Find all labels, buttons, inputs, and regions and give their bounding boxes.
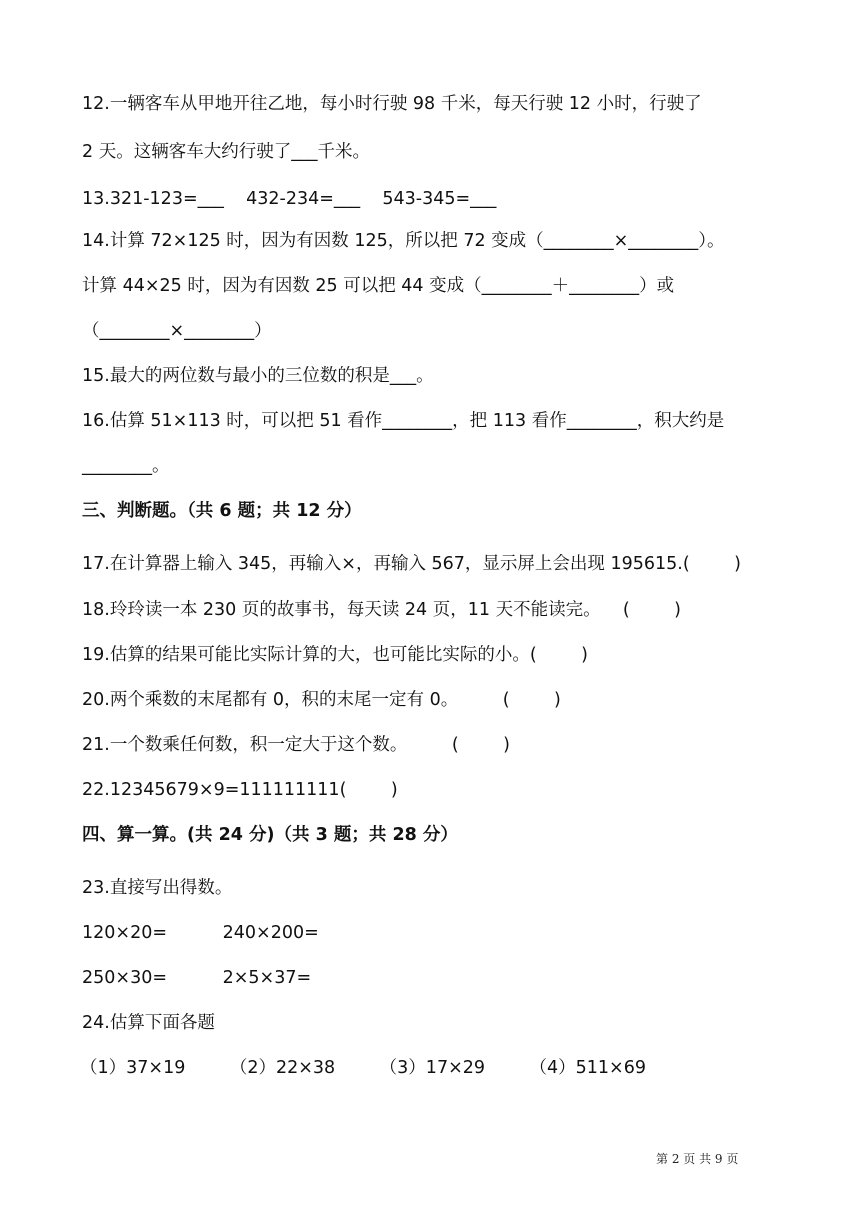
question-15: 15.最大的两位数与最小的三位数的积是___。 xyxy=(82,366,434,386)
question-24: 24.估算下面各题 xyxy=(82,1013,215,1033)
section-4-heading: 四、算一算。(共 24 分)（共 3 题；共 28 分） xyxy=(82,825,458,845)
question-23-row-2: 250×30= 2×5×37= xyxy=(82,968,312,988)
question-22: 22.12345679×9=111111111( ) xyxy=(82,780,398,800)
question-12-line-1: 12.一辆客车从甲地开往乙地，每小时行驶 98 千米，每天行驶 12 小时，行驶了 xyxy=(82,94,702,114)
question-23: 23.直接写出得数。 xyxy=(82,878,233,898)
question-14-line-1: 14.计算 72×125 时，因为有因数 125，所以把 72 变成（________×________）。 xyxy=(82,231,725,251)
question-21: 21.一个数乘任何数，积一定大于这个数。 ( ) xyxy=(82,735,510,755)
question-16-line-1: 16.估算 51×113 时，可以把 51 看作________，把 113 看作________，积大约是 xyxy=(82,411,725,431)
question-19: 19.估算的结果可能比实际计算的大，也可能比实际的小。( ) xyxy=(82,645,588,665)
question-20: 20.两个乘数的末尾都有 0，积的末尾一定有 0。 ( ) xyxy=(82,690,561,710)
question-23-row-1: 120×20= 240×200= xyxy=(82,923,319,943)
question-12-line-2: 2 天。这辆客车大约行驶了___千米。 xyxy=(82,142,370,162)
section-3-heading: 三、判断题。（共 6 题；共 12 分） xyxy=(82,501,362,521)
question-14-line-2: 计算 44×25 时，因为有因数 25 可以把 44 变成（________＋________）或 xyxy=(82,276,675,296)
question-14-line-3: （________×________） xyxy=(82,321,272,341)
question-16-line-2: ________。 xyxy=(82,456,170,476)
question-17: 17.在计算器上输入 345，再输入×，再输入 567，显示屏上会出现 195615.( ) xyxy=(82,554,742,574)
page-number-footer: 第 2 页 共 9 页 xyxy=(656,1152,739,1166)
question-18: 18.玲玲读一本 230 页的故事书，每天读 24 页，11 天不能读完。 ( ) xyxy=(82,600,681,620)
question-13: 13.321-123=___ 432-234=___ 543-345=___ xyxy=(82,189,497,209)
question-24-items: （1）37×19 （2）22×38 （3）17×29 （4）511×69 xyxy=(80,1058,646,1078)
